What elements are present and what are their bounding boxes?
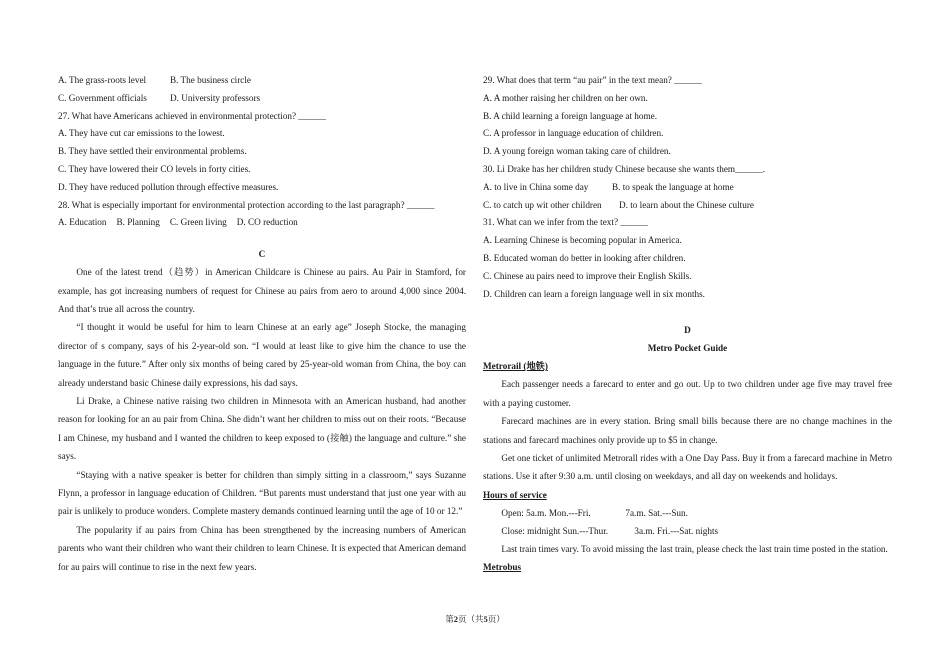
q30-option-b: B. to speak the language at home: [612, 181, 734, 192]
question-29: 29. What does that term “au pair” in the text mean? ______: [483, 75, 702, 85]
question-28: 28. What is especially important for environmental protection according to the last paragraph? ______: [58, 199, 435, 210]
metrorail-paragraph-2: Farecard machines are in every station. Bring small bills because there are no change machines in the stations and farecard machines only provide up to $5 in change.: [483, 416, 892, 445]
section-c-heading: C: [258, 249, 266, 260]
footer-middle: 页（共: [457, 614, 484, 624]
open-hours: [483, 504, 892, 522]
metrobus-heading: Metrobus: [483, 562, 522, 573]
footer-prefix: 第: [445, 614, 454, 624]
q29-option-b: B. A child learning a foreign language at home.: [483, 110, 658, 121]
passage-c-paragraph-5: The popularity if au pairs from China has been strengthened by the increasing numbers of American parents who want their children who want their children to learn Chinese. It is expected that American demand for au pairs will continue to rise in the next few years.: [58, 524, 466, 572]
q30-option-a: A. to live in China some day: [483, 181, 589, 192]
open-weekday: Open: 5a.m. Mon.---Fri.: [501, 507, 591, 518]
q28-option-d: D. CO reduction: [236, 217, 298, 228]
q31-option-a: A. Learning Chinese is becoming popular in America.: [483, 235, 682, 246]
q30-option-c: C. to catch up wit other children: [483, 199, 602, 210]
close-hours: [483, 522, 892, 540]
right-column: [483, 72, 892, 576]
q28-option-b: B. Planning: [116, 217, 160, 228]
passage-c-paragraph-3: Li Drake, a Chinese native raising two children in Minnesota with an American husband, had another reason for looking for an au pair from China. She didn’t want her children to miss out on their roots. “Because I am Chinese, my husband and I wanted the children to keep exposed to (接触) the language and culture.” she says.: [58, 396, 466, 462]
last-train-paragraph: Last train times vary. To avoid missing the last train, please check the last train time posted in the station.: [501, 543, 888, 554]
q26-option-c: C. Government officials: [58, 92, 147, 103]
q30-options-row2: [483, 197, 892, 215]
q29-option-d: D. A young foreign woman taking care of children.: [483, 146, 671, 157]
question-31: 31. What can we infer from the text? ______: [483, 217, 648, 228]
page-footer: [0, 613, 950, 625]
passage-c-paragraph-2: “I thought it would be useful for him to learn Chinese at an early age” Joseph Stocke, the managing director of s company, says of his 2-year-old son. “I would at least like to give him the chance to use the language in the future.” After only six months of being cared by 25-year-old woman from China, the boy can already understand basic Chinese daily expressions, his dad says.: [58, 322, 466, 388]
q26-options-row2: [58, 90, 466, 108]
q31-option-c: C. Chinese au pairs need to improve their English Skills.: [483, 270, 692, 281]
q27-option-b: B. They have settled their environmental problems.: [58, 146, 247, 157]
hours-heading: Hours of service: [483, 489, 547, 500]
q29-option-c: C. A professor in language education of children.: [483, 128, 664, 139]
open-weekend: 7a.m. Sat.---Sun.: [625, 507, 688, 518]
q26-option-b: B. The business circle: [170, 75, 251, 85]
q31-option-b: B. Educated woman do better in looking after children.: [483, 252, 686, 263]
q26-option-a: A. The grass-roots level: [58, 75, 147, 85]
passage-c-paragraph-1: One of the latest trend（趋势）in American Childcare is Chinese au pairs. Au Pair in Stamford, for example, has got increasing numbers of request for Chinese au pairs from aero to around 4,000 since 2004. And that’s true all across the country.: [58, 267, 466, 314]
close-weekday: Close: midnight Sun.---Thur.: [501, 525, 609, 536]
section-d-heading: D: [684, 325, 691, 336]
close-weekend: 3a.m. Fri.---Sat. nights: [634, 525, 719, 536]
q30-option-d: D. to learn about the Chinese culture: [619, 199, 754, 210]
passage-c-paragraph-4: “Staying with a native speaker is better for children than simply sitting in a classroom,” says Suzanne Flynn, a professor in language education of Children. “But parents must understand that just one year with au pair is unlikely to produce wonders. Complete mastery demands continued learning until the age of 10 or 12.”: [58, 469, 466, 517]
q27-option-d: D. They have reduced pollution through effective measures.: [58, 181, 279, 192]
q29-option-a: A. A mother raising her children on her own.: [483, 92, 648, 103]
current-page-number: 2: [453, 614, 458, 624]
question-27: 27. What have Americans achieved in environmental protection? ______: [58, 110, 326, 121]
q28-option-c: C. Green living: [169, 217, 227, 228]
metrorail-heading: Metrorail (地铁): [483, 361, 548, 372]
question-30: 30. Li Drake has her children study Chinese because she wants them______.: [483, 163, 765, 174]
left-column: [58, 72, 466, 576]
q27-option-c: C. They have lowered their CO levels in forty cities.: [58, 163, 251, 174]
total-page-number: 5: [483, 614, 488, 624]
q30-options-row1: [483, 179, 892, 197]
metrorail-paragraph-1: Each passenger needs a farecard to enter and go out. Up to two children under age five may travel free with a paying customer.: [483, 379, 892, 408]
q31-option-d: D. Children can learn a foreign language well in six months.: [483, 288, 705, 299]
q28-option-a: A. Education: [58, 217, 107, 228]
q28-options: [58, 214, 466, 232]
footer-suffix: 页）: [487, 614, 505, 624]
metro-guide-title: Metro Pocket Guide: [647, 343, 728, 354]
q26-option-d: D. University professors: [170, 92, 261, 103]
q27-option-a: A. They have cut car emissions to the lowest.: [58, 128, 225, 139]
q26-options-row1: [58, 72, 466, 90]
metrorail-paragraph-3: Get one ticket of unlimited Metrorall rides with a One Day Pass. Buy it from a farecard machine in Metro stations. Use it after 9:30 a.m. until closing on weekdays, and all day on weekends and holidays.: [483, 452, 892, 482]
